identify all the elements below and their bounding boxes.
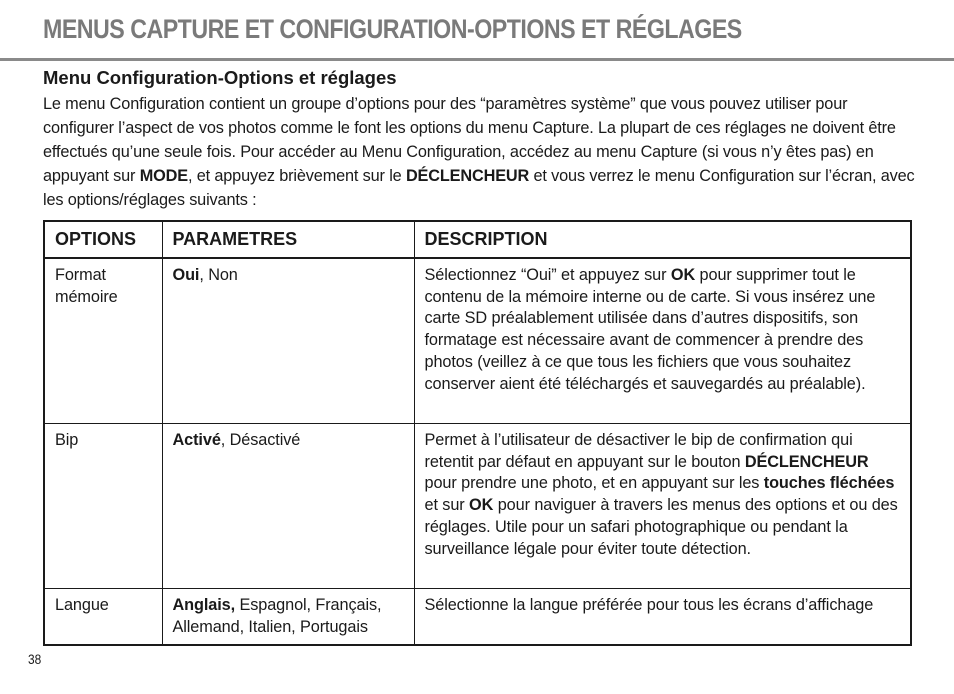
description-cell <box>414 424 911 589</box>
description-text: Sélectionne la langue préférée pour tous les écrans d’affichage <box>424 596 874 614</box>
page-number: 38 <box>28 651 42 667</box>
page-title: MENUS CAPTURE ET CONFIGURATION-OPTIONS ET RÉGLAGES <box>43 14 742 44</box>
options-table <box>43 220 912 646</box>
default-value: Oui <box>172 266 200 284</box>
table-row <box>44 258 911 424</box>
description-text: pour prendre une photo, et en appuyant sur les <box>424 474 764 493</box>
header-description: DESCRIPTION <box>414 221 911 258</box>
header-options: OPTIONS <box>44 221 162 258</box>
other-values: Espagnol, Français, Allemand, Italien, Portugais <box>172 596 382 636</box>
page-header <box>0 0 954 61</box>
other-values: , Non <box>199 266 238 284</box>
default-value: Activé <box>172 431 221 449</box>
description-text: Permet à l’utilisateur de désactiver le bip de confirmation qui retentit par défaut en appuyant sur le bouton <box>424 431 853 471</box>
header-parametres: PARAMETRES <box>162 221 414 258</box>
option-cell: Format mémoire <box>44 258 162 424</box>
parameter-cell <box>162 258 414 424</box>
table-row <box>44 589 911 646</box>
mode-keyword: MODE <box>139 167 188 185</box>
intro-paragraph <box>43 92 915 212</box>
description-keyword: OK <box>469 496 494 515</box>
description-cell <box>414 589 911 646</box>
description-keyword: DÉCLENCHEUR <box>744 452 869 471</box>
intro-text-3: et vous verrez le menu Configuration sur l’écran, avec les options/réglages suivants : <box>43 167 915 209</box>
description-text: Sélectionnez “Oui” et appuyez sur <box>424 266 671 284</box>
default-value: Anglais, <box>172 596 236 614</box>
intro-text-1: Le menu Configuration contient un groupe d’options pour des “paramètres système” que vous pouvez utiliser pour configurer l’aspect de vos photos comme le font les options du menu Capture. La plupart de ces réglages ne doivent être effectués qu’une seule fois. Pour accéder au Menu Configuration, accédez au menu Capture (si vous n’y êtes pas) en appuyant sur <box>43 95 896 185</box>
table-header-row <box>44 221 911 258</box>
other-values: , Désactivé <box>220 431 301 449</box>
description-text: et sur <box>424 496 470 515</box>
option-cell: Langue <box>44 589 162 646</box>
description-keyword: OK <box>670 266 696 284</box>
description-text: pour naviguer à travers les menus des options et ou des réglages. Utile pour un safari photographique ou pendant la surveillance légale pour éviter toute détection. <box>424 496 898 558</box>
description-text: pour supprimer tout le contenu de la mémoire interne ou de carte. Si vous insérez une carte SD préalablement utilisée dans d’autres dispositifs, son formatage est nécessaire avant de commencer à prendre des photos (veillez à ce que tous les fichiers que vous souhaitez conserver aient été téléchargés et sauvegardés au préalable). <box>424 266 876 393</box>
parameter-cell <box>162 589 414 646</box>
description-cell <box>414 258 911 424</box>
intro-text-2: , et appuyez brièvement sur le <box>187 167 406 185</box>
section-title: Menu Configuration-Options et réglages <box>43 67 397 88</box>
option-cell: Bip <box>44 424 162 589</box>
description-keyword: touches fléchées <box>763 474 895 493</box>
parameter-cell <box>162 424 414 589</box>
shutter-keyword: DÉCLENCHEUR <box>405 167 530 185</box>
table-row <box>44 424 911 589</box>
